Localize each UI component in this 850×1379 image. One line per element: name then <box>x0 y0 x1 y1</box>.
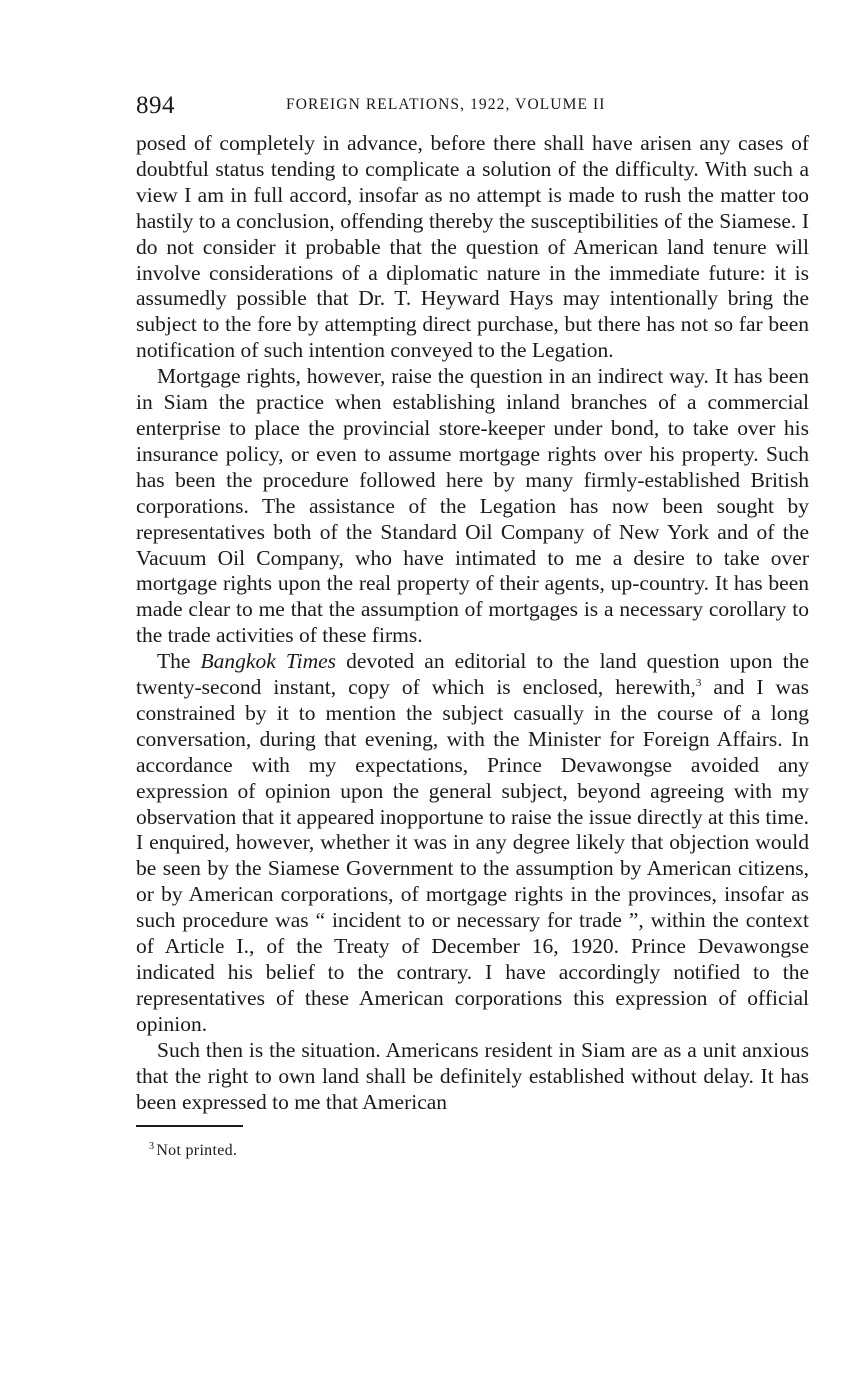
paragraph-middle: devoted an editorial to the land question upon the twenty-second instant, copy of which is enclosed, herewith, <box>136 649 809 700</box>
paragraph-prefix: The <box>157 649 201 674</box>
newspaper-title: Bangkok Times <box>200 649 337 674</box>
footnote <box>136 1142 809 1160</box>
document-page <box>136 88 809 1160</box>
paragraph: Mortgage rights, however, raise the question in an indirect way. It has been in Siam the practice when establishing inland branches of a commercial enterprise to place the provincial store-keeper under bond, to take over his insurance policy, or even to assume mortgage rights over his property. Such has been the procedure followed here by many firmly-established British corporations. The assistance of the Legation has now been sought by representatives both of the Standard Oil Company of New York and of the Vacuum Oil Company, who have intimated to me a desire to take over mortgage rights upon the real property of their agents, up-country. It has been made clear to me that the assumption of mortgages is a necessary corollary to the trade activities of these firms. <box>136 364 809 648</box>
body-text <box>136 131 809 1115</box>
page-header <box>136 88 809 128</box>
footnote-reference: 3 <box>695 677 702 690</box>
paragraph: posed of completely in advance, before there shall have arisen any cases of doubtful status tending to complicate a solution of the difficulty. With such a view I am in full accord, insofar as no attempt is made to rush the matter too hastily to a conclusion, offending thereby the susceptibilities of the Siamese. I do not consider it probable that the question of American land tenure will involve considerations of a diplomatic nature in the immediate future: it is assumedly possible that Dr. T. Heyward Hays may intentionally bring the subject to the fore by attempting direct purchase, but there has not so far been notification of such intention conveyed to the Legation. <box>136 131 809 363</box>
paragraph: Such then is the situation. Americans resident in Siam are as a unit anxious that the right to own land shall be definitely established without delay. It has been expressed to me that American <box>136 1037 809 1114</box>
footnote-divider <box>136 1125 243 1127</box>
running-head: FOREIGN RELATIONS, 1922, VOLUME II <box>286 96 606 113</box>
paragraph-rest: and I was constrained by it to mention the subject casually in the course of a long conversation, during that evening, with the Minister for Foreign Affairs. In accordance with my expectations, Prince Devawongse avoided any expression of opinion upon the general subject, beyond agreeing with my observation that it appeared inopportune to raise the issue directly at this time. I enquired, however, whether it was in any degree likely that objection would be seen by the Siamese Government to the assumption by American citizens, or by American corporations, of mortgage rights in the provinces, insofar as such procedure was “ incident to or necessary for trade ”, within the context of Article I., of the Treaty of December 16, 1920. Prince Devawongse indicated his belief to the contrary. I have accordingly notified to the representatives of these American corporations this expression of official opinion. <box>136 675 809 1036</box>
paragraph <box>136 649 809 1038</box>
footnote-text: Not printed. <box>156 1142 238 1160</box>
footnote-marker: 3 <box>149 1141 155 1153</box>
page-number: 894 <box>136 92 175 119</box>
